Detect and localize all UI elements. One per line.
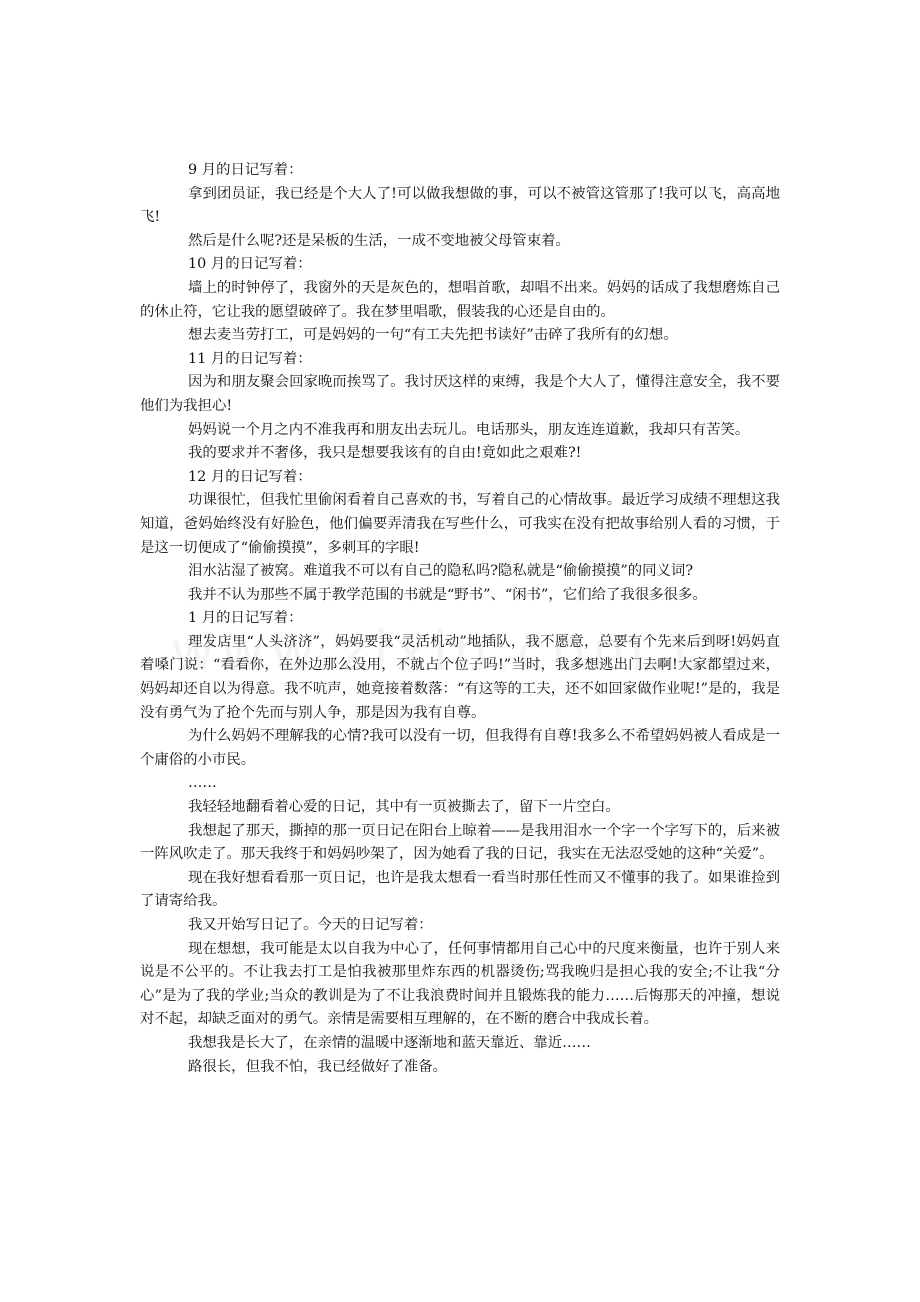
paragraph: 然后是什么呢?还是呆板的生活，一成不变地被父母管束着。 [188,232,570,249]
paragraph: 妈妈说一个月之内不准我再和朋友出去玩儿。电话那头，朋友连连道歉，我却只有苦笑。 [188,421,750,438]
paragraph: 我轻轻地翻看着心爱的日记，其中有一页被撕去了，留下一片空白。 [188,799,620,816]
paragraph: 泪水沾湿了被窝。难道我不可以有自己的隐私吗?隐私就是“偷偷摸摸”的同义词? [188,563,694,580]
diary-heading-today: 我又开始写日记了。今天的日记写着： [188,917,433,933]
paragraph: 现在我好想看看那一页日记，也许是我太想看一看当时那任性而又不懂事的我了。如果谁捡到了请寄给我。 [140,869,780,910]
diary-heading-september: 9 月的日记写着： [188,162,303,178]
paragraph: 拿到团员证，我已经是个大人了!可以做我想做的事，可以不被管这管那了!我可以飞，高高地飞! [140,185,780,226]
diary-heading-november: 11 月的日记写着： [188,350,312,367]
paragraph: 功课很忙，但我忙里偷闲看着自己喜欢的书，写着自己的心情故事。最近学习成绩不理想这我知道，爸妈始终没有好脸色，他们偏要弄清我在写些什么，可我实在没有把故事给别人看的习惯，于是这一切便成了“偷偷摸摸”，多刺耳的字眼! [140,492,780,556]
ellipsis-separator: …… [188,775,217,792]
document-body [140,159,780,1079]
paragraph: 墙上的时钟停了，我窗外的天是灰色的，想唱首歌，却唱不出来。妈妈的话成了我想磨炼自己的休止符，它让我的愿望破碎了。我在梦里唱歌，假装我的心还是自由的。 [140,279,780,320]
paragraph: 为什么妈妈不理解我的心情?我可以没有一切，但我得有自尊!我多么不希望妈妈被人看成是一个庸俗的小市民。 [140,728,780,768]
diary-heading-december: 12 月的日记写着： [188,468,312,485]
paragraph: 想去麦当劳打工，可是妈妈的一句“有工夫先把书读好”击碎了我所有的幻想。 [188,327,678,344]
paragraph: 路很长，但我不怕，我已经做好了准备。 [188,1058,448,1075]
paragraph: 现在想想，我可能是太以自我为中心了，任何事情都用自己心中的尺度来衡量，也许于别人来说是不公平的。不让我去打工是怕我被那里炸东西的机器烫伤;骂我晚归是担心我的安全;不让我“分心”是为了我的学业;当众的教训是为了不让我浪费时间并且锻炼我的能力……后悔那天的冲撞，想说对不起，却缺乏面对的勇气。亲情是需要相互理解的，在不断的磨合中我成长着。 [140,940,780,1028]
paragraph: 我想我是长大了，在亲情的温暖中逐渐地和蓝天靠近、靠近…… [188,1034,591,1051]
diary-heading-january: 1 月的日记写着： [188,610,303,627]
paragraph: 理发店里“人头济济”，妈妈要我“灵活机动”地插队，我不愿意，总要有个先来后到呀!妈妈直着嗓门说：“看看你，在外边那么没用，不就占个位子吗!”当时，我多想逃出门去啊!大家都望过来，妈妈却还自以为得意。我不吭声，她竟接着数落：“有这等的工夫，还不如回家做作业呢!”是的，我是没有勇气为了抢个先而与别人争，那是因为我有自尊。 [140,633,780,721]
diary-heading-october: 10 月的日记写着： [188,256,312,273]
paragraph: 我并不认为那些不属于教学范围的书就是“野书”、“闲书”，它们给了我很多很多。 [188,586,707,603]
paragraph: 我想起了那天，撕掉的那一页日记在阳台上晾着——是我用泪水一个字一个字写下的，后来被一阵风吹走了。那天我终于和妈妈吵架了，因为她看了我的日记，我实在无法忍受她的这种“关爱”。 [140,822,780,863]
paragraph: 我的要求并不奢侈，我只是想要我该有的自由!竟如此之艰难?! [188,445,582,462]
paragraph: 因为和朋友聚会回家晚而挨骂了。我讨厌这样的束缚，我是个大人了，懂得注意安全，我不要他们为我担心! [140,374,780,414]
